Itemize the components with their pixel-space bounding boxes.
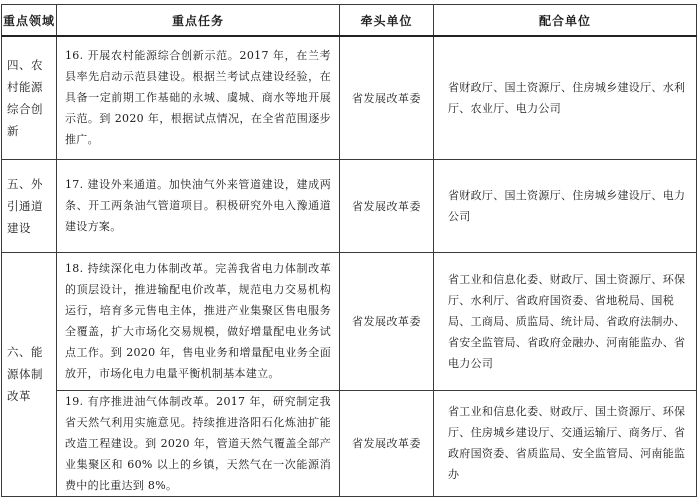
table-header-row xyxy=(2,5,697,37)
lead-cell: 省发展改革委 xyxy=(340,252,434,390)
task-cell: 19. 有序推进油气体制改革。2017 年，研究制定我省天然气利用实施意见。持续推进洛阳石化炼油扩能改造工程建设。到 2020 年，管道天然气覆盖全部产业集聚区和 60% 以上的乡镇，天然气在一次能源消费中的比重达到 8%。 xyxy=(57,390,340,496)
table-row xyxy=(2,252,697,390)
lead-cell: 省发展改革委 xyxy=(340,36,434,159)
area-cell: 六、能源体制改革 xyxy=(2,252,57,496)
task-cell: 16. 开展农村能源综合创新示范。2017 年，在兰考县率先启动示范县建设。根据兰考试点建设经验，在具备一定前期工作基础的永城、虞城、商水等地开展示范。到 2020 年，根据试点情况，在全省范围逐步推广。 xyxy=(57,36,340,159)
coop-cell: 省财政厅、国土资源厅、住房城乡建设厅、水利厅、农业厅、电力公司 xyxy=(434,36,697,159)
lead-cell: 省发展改革委 xyxy=(340,159,434,252)
area-cell: 四、农村能源综合创新 xyxy=(2,36,57,159)
header-task: 重点任务 xyxy=(57,5,340,37)
coop-cell: 省财政厅、国土资源厅、住房城乡建设厅、电力公司 xyxy=(434,159,697,252)
table-row xyxy=(2,159,697,252)
energy-task-table xyxy=(1,4,697,497)
table-row xyxy=(2,390,697,496)
coop-cell: 省工业和信息化委、财政厅、国土资源厅、环保厅、住房城乡建设厅、交通运输厅、商务厅、省政府国资委、省质监局、安全监管局、河南能监办 xyxy=(434,390,697,496)
task-cell: 17. 建设外来通道。加快油气外来管道建设，建成两条、开工两条油气管道项目。积极研究外电入豫通道建设方案。 xyxy=(57,159,340,252)
lead-cell: 省发展改革委 xyxy=(340,390,434,496)
area-cell: 五、外引通道建设 xyxy=(2,159,57,252)
coop-cell: 省工业和信息化委、财政厅、国土资源厅、环保厅、水利厅、省政府国资委、省地税局、国税局、工商局、质监局、统计局、省政府法制办、省安全监管局、省政府金融办、河南能监办、省电力公司 xyxy=(434,252,697,390)
header-coop: 配合单位 xyxy=(434,5,697,37)
task-cell: 18. 持续深化电力体制改革。完善我省电力体制改革的顶层设计，推进输配电价改革，规范电力交易机构运行，培育多元售电主体，推进产业集聚区售电服务全覆盖，扩大市场化交易规模，做好增量配电业务试点工作。到 2020 年，售电业务和增量配电业务全面放开，市场化电力电量平衡机制基本建立。 xyxy=(57,252,340,390)
header-lead: 牵头单位 xyxy=(340,5,434,37)
table-row xyxy=(2,36,697,159)
header-area: 重点领域 xyxy=(2,5,57,37)
